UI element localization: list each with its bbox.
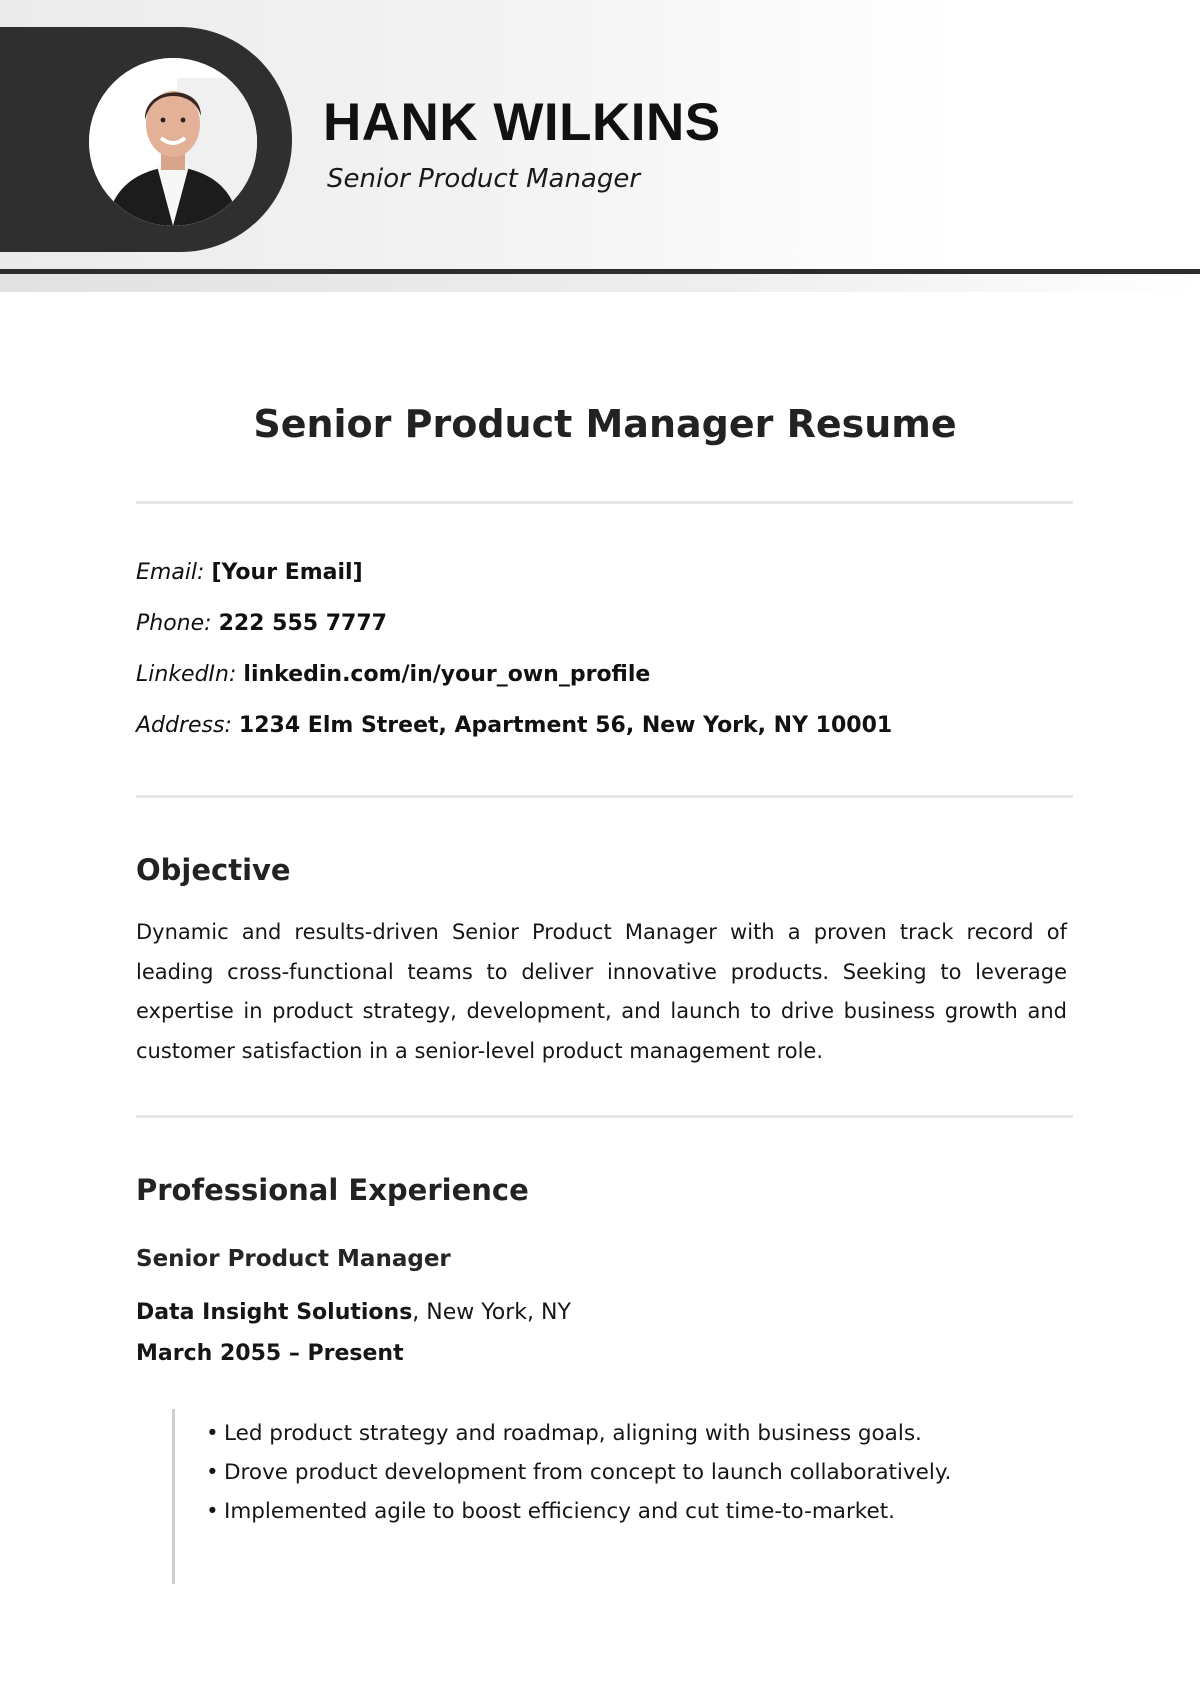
list-item-text: Led product strategy and roadmap, aligning with business goals. [224,1421,922,1446]
company-location: , New York, NY [412,1300,571,1325]
contact-linkedin [136,662,650,687]
contact-label: Phone: [136,611,212,636]
objective-paragraph: Dynamic and results-driven Senior Product Manager with a proven track record of leading cross-functional teams to deliver innovative products. Seeking to leverage expertise in product strategy, development, and launch to drive business growth and customer satisfaction in a senior-level product management role. [136,920,1067,1063]
experience-heading: Professional Experience [136,1173,529,1207]
responsibility-list [206,1414,951,1531]
divider [136,795,1073,798]
contact-label: Email: [136,560,205,585]
bullet-accent-bar [172,1409,175,1584]
employment-dates: March 2055 – Present [136,1341,404,1366]
list-item [206,1492,951,1531]
company-name: Data Insight Solutions [136,1300,413,1325]
company-line [136,1300,571,1325]
profile-photo [89,58,257,226]
objective-heading: Objective [136,853,291,887]
avatar-portrait-icon [89,58,257,226]
contact-label: LinkedIn: [136,662,237,687]
contact-phone [136,611,387,636]
contact-value: [Your Email] [211,560,363,585]
list-item-text: Drove product development from concept to launch collaboratively. [224,1460,952,1485]
divider [136,501,1073,504]
bullet-icon: • [206,1460,219,1485]
job-title: Senior Product Manager [136,1246,451,1272]
candidate-role: Senior Product Manager [327,164,641,194]
list-item-text: Implemented agile to boost efficiency and cut time-to-market. [224,1499,895,1524]
list-item [206,1453,951,1492]
bullet-icon: • [206,1499,219,1524]
contact-value: linkedin.com/in/your_own_profile [243,662,651,687]
divider [136,1115,1073,1118]
candidate-name: HANK WILKINS [323,93,721,152]
contact-email [136,560,363,585]
resume-header [0,0,1200,292]
header-shadow-band [0,274,1200,292]
contact-value: 1234 Elm Street, Apartment 56, New York, NY 10001 [238,713,893,738]
contact-label: Address: [136,713,232,738]
bullet-icon: • [206,1421,219,1446]
page-title: Senior Product Manager Resume [253,402,957,446]
list-item [206,1414,951,1453]
contact-value: 222 555 7777 [218,611,387,636]
contact-address [136,713,892,738]
